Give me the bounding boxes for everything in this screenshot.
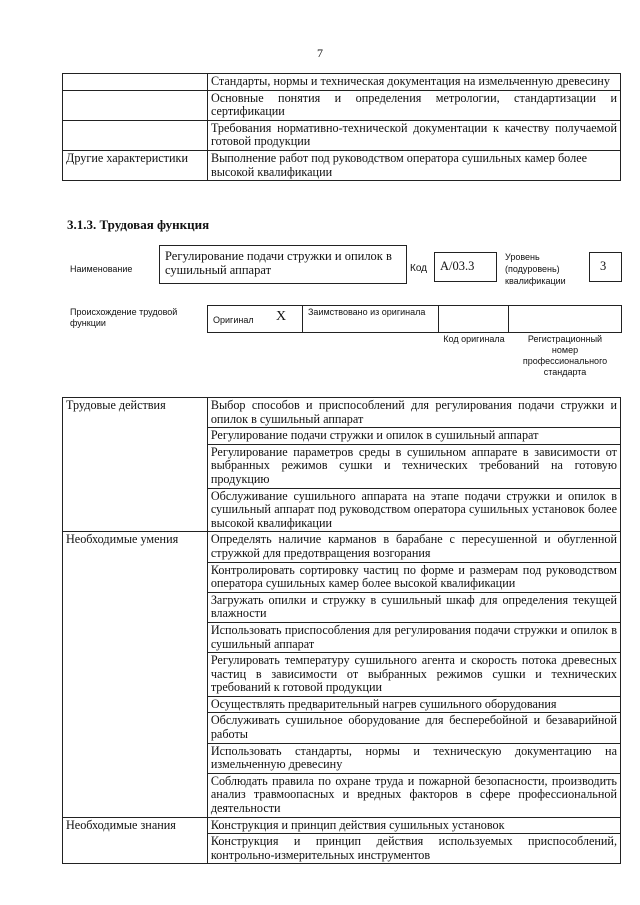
name-value: Регулирование подачи стружки и опилок в сушильный аппарат <box>165 249 392 277</box>
level-label: Уровень (подуровень) квалификации <box>505 252 566 286</box>
list-item: Определять наличие карманов в барабане с пересушенной и обугленной стружкой для предотвращения возгорания <box>207 532 620 562</box>
list-item: Контролировать сортировку частиц по форме и размерам под руководством оператора сушильных камер более высокой квалификации <box>207 562 620 592</box>
list-item: Обслуживать сушильное оборудование для бесперебойной и безаварийной работы <box>207 713 620 743</box>
table-row <box>63 817 621 834</box>
function-details-table <box>62 397 621 864</box>
table-row <box>63 532 621 562</box>
row-label <box>63 120 208 150</box>
row-label <box>63 74 208 91</box>
list-item: Осуществлять предварительный нагрев сушильного оборудования <box>207 696 620 713</box>
table-row <box>63 120 621 150</box>
table-row <box>63 398 621 428</box>
group-label-actions: Трудовые действия <box>63 398 208 532</box>
code-original-label: Код оригинала <box>443 334 505 344</box>
code-original-cell <box>438 305 509 333</box>
list-item: Использовать приспособления для регулирования подачи стружки и опилок в сушильный аппарат <box>207 622 620 652</box>
row-text: Требования нормативно-технической документации к качеству получаемой готовой продукции <box>207 120 620 150</box>
group-label-knowledge: Необходимые знания <box>63 817 208 864</box>
row-text: Выполнение работ под руководством оператора сушильных камер более высокой квалификации <box>207 150 620 180</box>
original-mark: X <box>276 309 287 324</box>
table-row <box>63 74 621 91</box>
origin-label: Происхождение трудовой функции <box>70 307 178 328</box>
level-value: 3 <box>600 259 607 273</box>
top-continuation-table <box>62 73 621 181</box>
name-label: Наименование <box>70 264 133 274</box>
list-item: Соблюдать правила по охране труда и пожарной безопасности, производить анализ травмоопасных и вредных факторов в сфере профессиональной деятельности <box>207 773 620 817</box>
reg-number-label: Регистрационный номер профессионального стандарта <box>522 334 608 377</box>
borrowed-label: Заимствовано из оригинала <box>308 307 426 317</box>
table-row <box>63 150 621 180</box>
original-label: Оригинал <box>213 315 254 325</box>
group-label-skills: Необходимые умения <box>63 532 208 817</box>
code-label: Код <box>410 263 428 274</box>
page-number: 7 <box>317 46 323 60</box>
reg-number-cell <box>508 305 622 333</box>
list-item: Регулирование параметров среды в сушильном аппарате в зависимости от выбранных режимов сушки и технических требований на готовую продукцию <box>207 444 620 488</box>
table-row <box>63 90 621 120</box>
row-label <box>63 90 208 120</box>
row-text: Основные понятия и определения метрологии, стандартизации и сертификации <box>207 90 620 120</box>
row-label: Другие характеристики <box>63 150 208 180</box>
list-item: Выбор способов и приспособлений для регулирования подачи стружки и опилок в сушильный аппарат <box>207 398 620 428</box>
list-item: Обслуживание сушильного аппарата на этапе подачи стружки и опилок в сушильный аппарат под руководством оператора сушильных установок более высокой квалификации <box>207 488 620 532</box>
section-title: 3.1.3. Трудовая функция <box>67 217 210 232</box>
list-item: Регулирование подачи стружки и опилок в сушильный аппарат <box>207 428 620 445</box>
list-item: Загружать опилки и стружку в сушильный шкаф для определения текущей влажности <box>207 592 620 622</box>
code-value: А/03.3 <box>440 259 475 273</box>
list-item: Регулировать температуру сушильного агента и скорость потока древесных частиц в зависимости от выбранных режимов сушки и технических требований к готовой продукции <box>207 653 620 697</box>
row-text: Стандарты, нормы и техническая документация на измельченную древесину <box>207 74 620 91</box>
list-item: Конструкция и принцип действия сушильных установок <box>207 817 620 834</box>
list-item: Использовать стандарты, нормы и техническую документацию на измельченную древесину <box>207 743 620 773</box>
list-item: Конструкция и принцип действия используемых приспособлений, контрольно-измерительных инструментов <box>207 834 620 864</box>
